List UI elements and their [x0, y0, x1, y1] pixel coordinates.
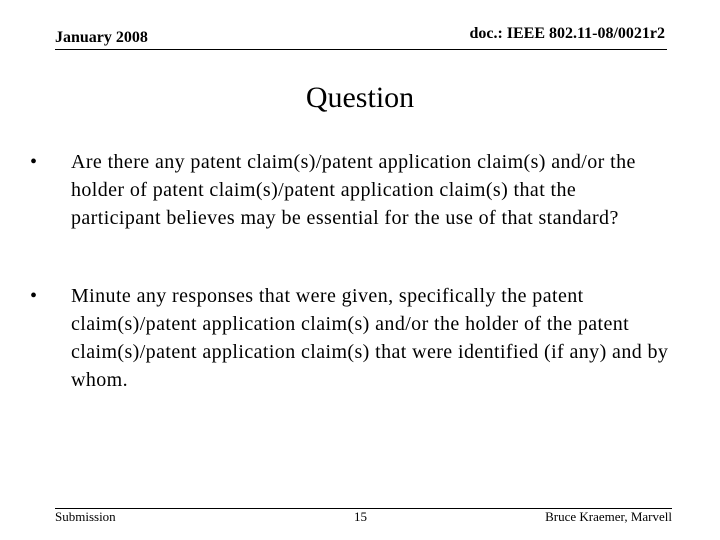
header-divider — [55, 49, 667, 50]
bullet-text: Minute any responses that were given, specifically the patent claim(s)/patent application claim(s) and/or the holder of the patent claim(s)/patent application claim(s) that were identified (if any) and by whom. — [71, 285, 669, 391]
bullet-item-patent-question — [30, 148, 670, 232]
bullet-icon: • — [30, 285, 38, 307]
bullet-list — [30, 148, 670, 394]
footer-submission: Submission — [55, 509, 116, 524]
footer-page-number: 15 — [354, 509, 367, 524]
header-doc-id: doc.: IEEE 802.11-08/0021r2 — [469, 25, 665, 42]
bullet-text: Are there any patent claim(s)/patent application claim(s) and/or the holder of patent claim(s)/patent application claim(s) that the participant believes may be essential for the use of that standard? — [71, 151, 636, 229]
footer-author: Bruce Kraemer, Marvell — [545, 509, 672, 524]
header-date: January 2008 — [55, 29, 148, 46]
slide-title: Question — [305, 81, 415, 114]
bullet-icon: • — [30, 151, 38, 173]
bullet-item-minute-responses — [30, 282, 670, 394]
